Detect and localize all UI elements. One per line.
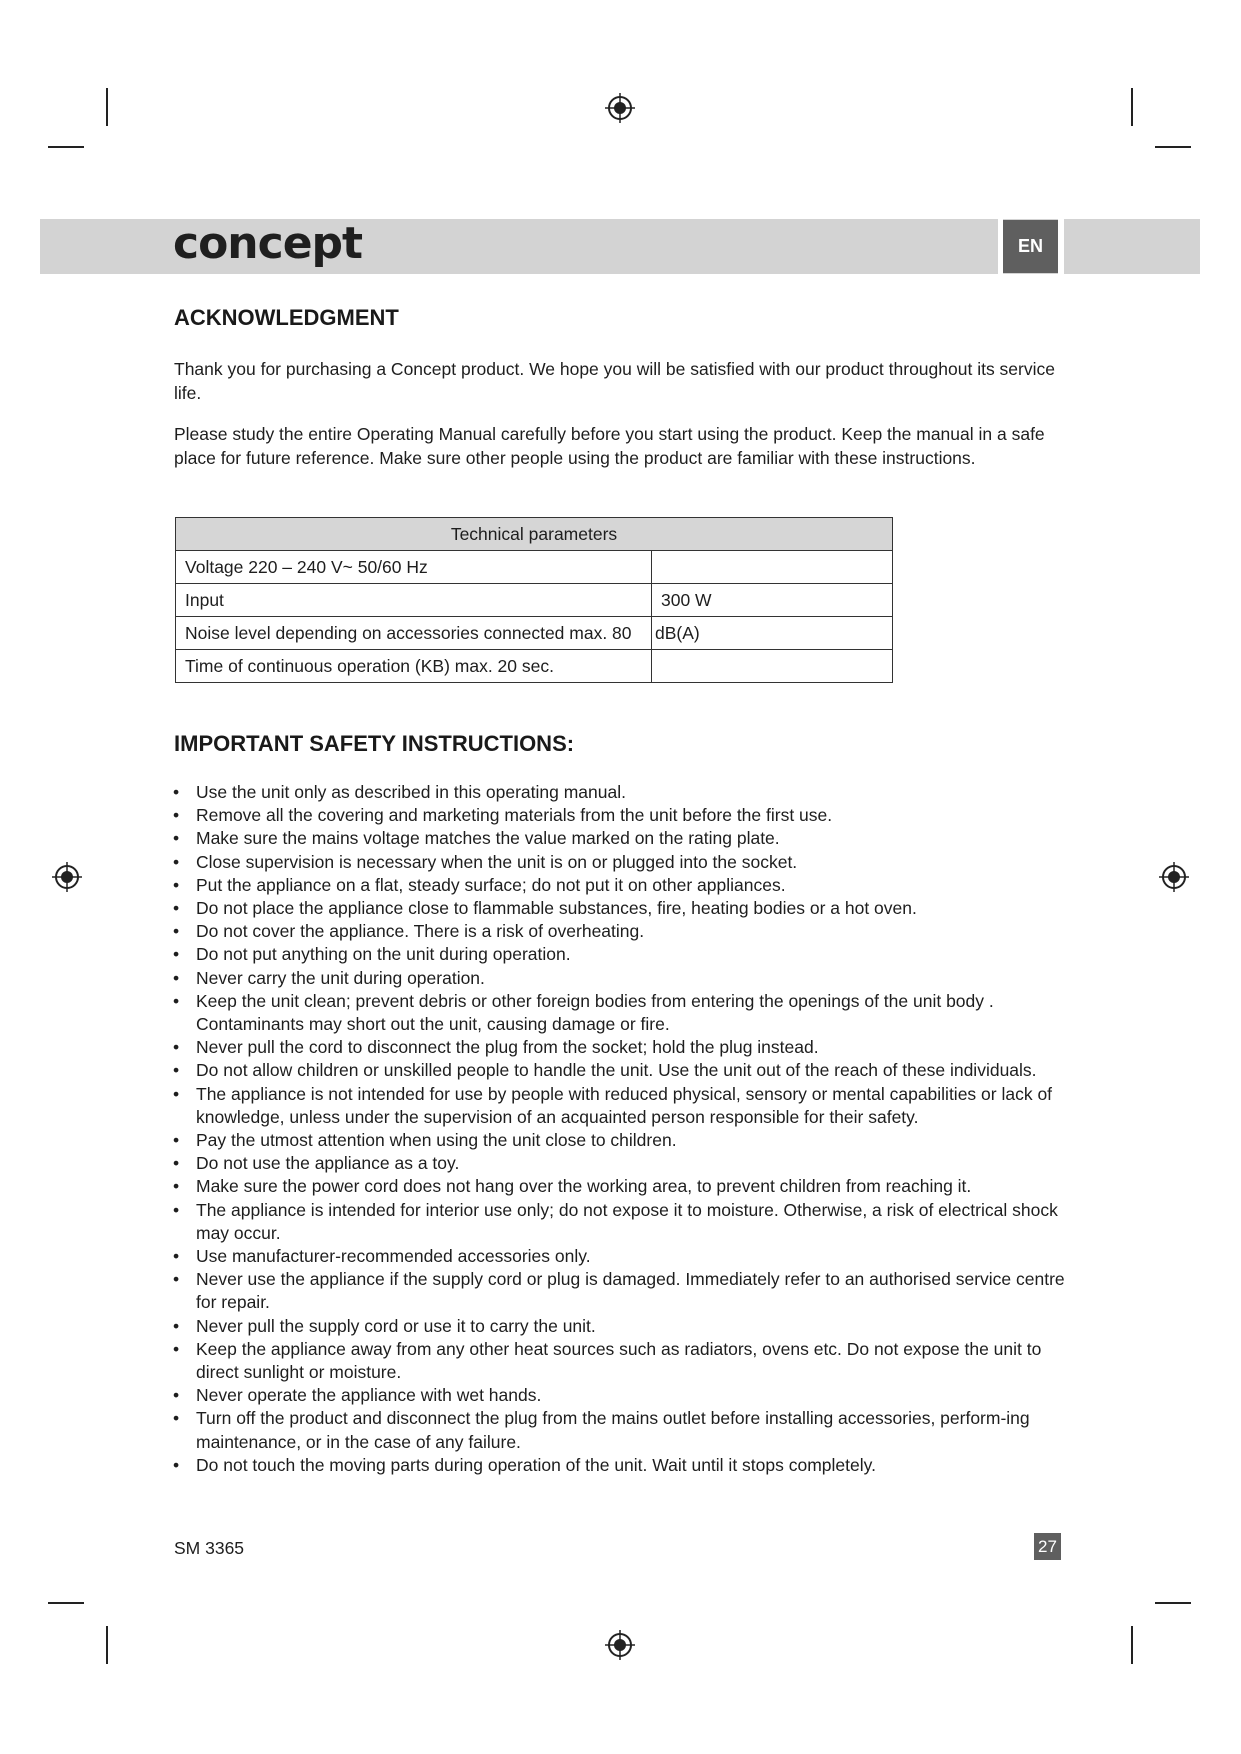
list-item: • Make sure the mains voltage matches the value marked on the rating plate. <box>172 827 1072 850</box>
list-item: • Keep the unit clean; prevent debris or other foreign bodies from entering the openings of the unit body . Contaminants may short out the unit, causing damage or fire. <box>172 990 1072 1036</box>
list-item: • Do not use the appliance as a toy. <box>172 1152 1072 1175</box>
registration-mark-icon <box>605 93 635 123</box>
acknowledgment-paragraph: Please study the entire Operating Manual carefully before you start using the product. Keep the manual in a safe place for future reference. Make sure other people using the product are familiar with these instructions. <box>174 424 1045 468</box>
list-item: • Do not allow children or unskilled people to handle the unit. Use the unit out of the reach of these individuals. <box>172 1059 1072 1082</box>
registration-mark-icon <box>52 862 82 892</box>
table-cell-value <box>652 551 893 584</box>
list-item: • Do not cover the appliance. There is a risk of overheating. <box>172 920 1072 943</box>
table-cell-value: 300 W <box>652 584 893 617</box>
table-cell-label: Noise level depending on accessories connected max. 80 <box>176 617 652 650</box>
header-divider <box>1058 219 1064 274</box>
table-cell-label: Voltage 220 – 240 V~ 50/60 Hz <box>176 551 652 584</box>
crop-mark <box>1155 1602 1191 1604</box>
table-cell-label: Input <box>176 584 652 617</box>
list-item: • Make sure the power cord does not hang over the working area, to prevent children from reaching it. <box>172 1175 1072 1198</box>
crop-mark <box>1155 146 1191 148</box>
list-item: • Never operate the appliance with wet hands. <box>172 1384 1072 1407</box>
list-item: • Do not place the appliance close to flammable substances, fire, heating bodies or a hot oven. <box>172 897 1072 920</box>
table-cell-value <box>652 650 893 683</box>
safety-list <box>172 781 1072 1477</box>
acknowledgment-paragraph: Thank you for purchasing a Concept product. We hope you will be satisfied with our product throughout its service life. <box>174 359 1055 403</box>
page-number: 27 <box>1034 1533 1061 1560</box>
list-item: • Turn off the product and disconnect the plug from the mains outlet before installing accessories, perform-ing maintenance, or in the case of any failure. <box>172 1407 1072 1453</box>
list-item: • Use the unit only as described in this operating manual. <box>172 781 1072 804</box>
language-badge: EN <box>1003 220 1058 273</box>
list-item: • Put the appliance on a flat, steady surface; do not put it on other appliances. <box>172 874 1072 897</box>
crop-mark <box>48 146 84 148</box>
list-item: • Do not touch the moving parts during operation of the unit. Wait until it stops completely. <box>172 1454 1072 1477</box>
acknowledgment-title: ACKNOWLEDGMENT <box>174 305 399 330</box>
list-item: • Use manufacturer-recommended accessories only. <box>172 1245 1072 1268</box>
crop-mark <box>1131 1626 1133 1664</box>
table-row <box>176 551 893 584</box>
list-item: • Close supervision is necessary when the unit is on or plugged into the socket. <box>172 851 1072 874</box>
crop-mark <box>1131 88 1133 126</box>
table-row <box>176 650 893 683</box>
table-cell-label: Time of continuous operation (KB) max. 20 sec. <box>176 650 652 683</box>
brand-logo: concept <box>173 218 363 269</box>
table-header: Technical parameters <box>176 518 893 551</box>
crop-mark <box>106 1626 108 1664</box>
list-item: • The appliance is intended for interior use only; do not expose it to moisture. Otherwise, a risk of electrical shock may occur. <box>172 1199 1072 1245</box>
registration-mark-icon <box>605 1630 635 1660</box>
list-item: • Keep the appliance away from any other heat sources such as radiators, ovens etc. Do not expose the unit to direct sunlight or moisture. <box>172 1338 1072 1384</box>
safety-title: IMPORTANT SAFETY INSTRUCTIONS: <box>174 731 575 756</box>
table-row <box>176 617 893 650</box>
list-item: • Do not put anything on the unit during operation. <box>172 943 1072 966</box>
list-item: • Never pull the supply cord or use it to carry the unit. <box>172 1315 1072 1338</box>
model-number: SM 3365 <box>174 1538 245 1558</box>
table-header-row <box>176 518 893 551</box>
crop-mark <box>106 88 108 126</box>
table-row <box>176 584 893 617</box>
list-item: • Remove all the covering and marketing materials from the unit before the first use. <box>172 804 1072 827</box>
list-item: • Never carry the unit during operation. <box>172 967 1072 990</box>
table-cell-value: dB(A) <box>652 617 893 650</box>
list-item: • Never pull the cord to disconnect the plug from the socket; hold the plug instead. <box>172 1036 1072 1059</box>
list-item: • Pay the utmost attention when using the unit close to children. <box>172 1129 1072 1152</box>
registration-mark-icon <box>1159 862 1189 892</box>
list-item: • Never use the appliance if the supply cord or plug is damaged. Immediately refer to an authorised service centre for repair. <box>172 1268 1072 1314</box>
technical-parameters-table <box>175 517 893 683</box>
crop-mark <box>48 1602 84 1604</box>
list-item: • The appliance is not intended for use by people with reduced physical, sensory or mental capabilities or lack of knowledge, unless under the supervision of an acquainted person responsible for their safety. <box>172 1083 1072 1129</box>
